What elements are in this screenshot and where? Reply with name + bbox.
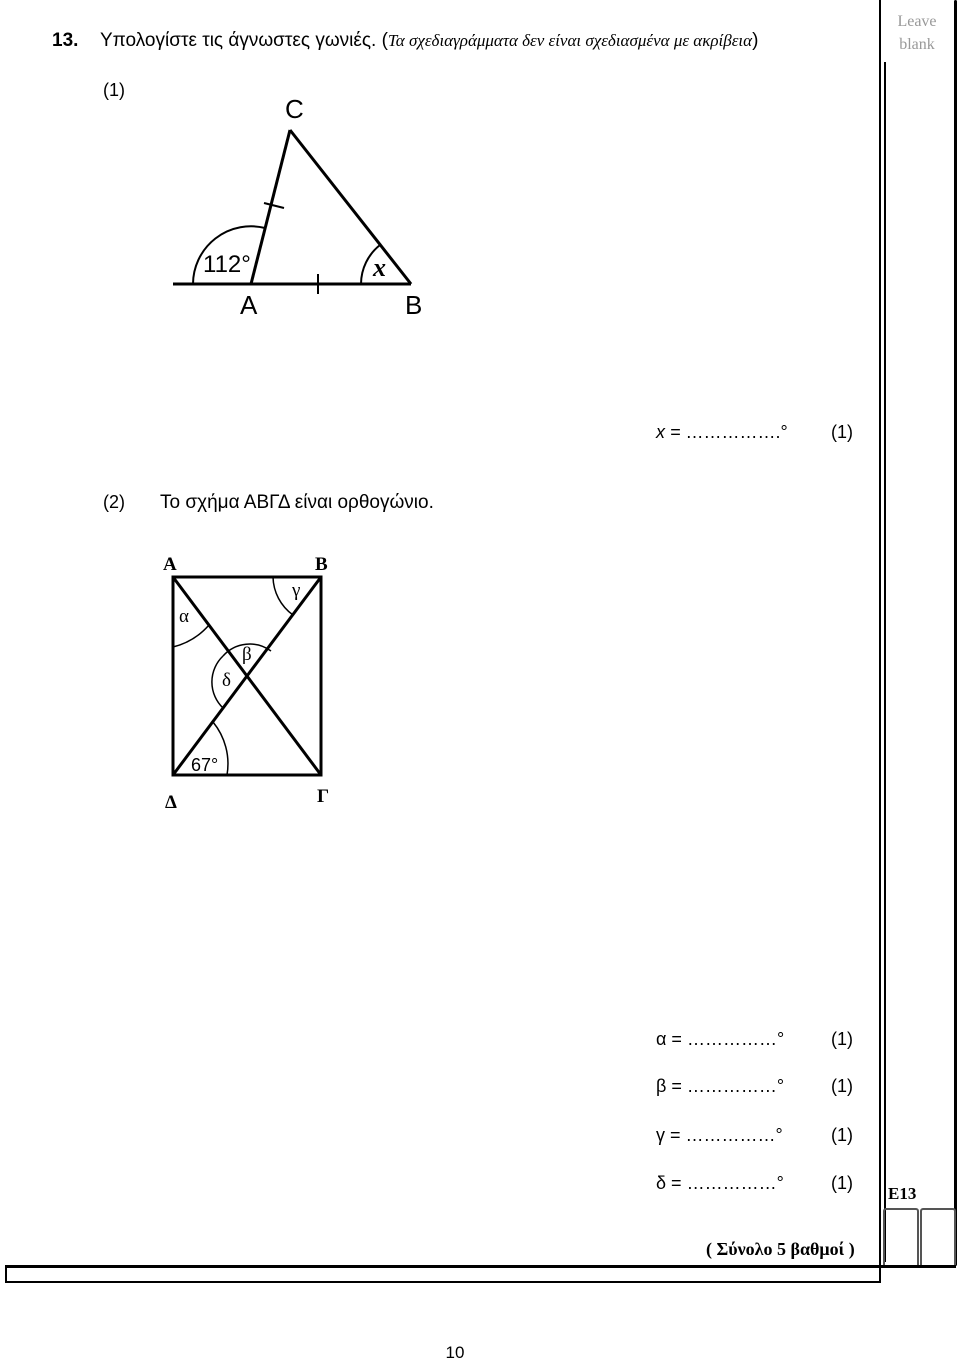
answer-x-degree: ° <box>780 422 788 442</box>
question-instruction: Υπολογίστε τις άγνωστες γωνιές. <box>100 30 377 51</box>
answer-alpha-var: α = <box>656 1029 682 1049</box>
triangle-diagram <box>165 88 445 328</box>
angle-gamma-label: γ <box>292 580 301 601</box>
vertex-D-rect: Δ <box>165 792 177 813</box>
side-CB <box>290 130 411 284</box>
vertex-A-rect: Α <box>163 554 177 575</box>
answer-alpha-degree: ° <box>776 1029 785 1049</box>
angle-112-label: 112° <box>203 251 251 278</box>
left-rule-corner <box>5 1265 7 1283</box>
angle-beta-label: β <box>242 644 252 665</box>
question-number: 13. <box>52 30 79 51</box>
margin-line-right <box>884 62 886 1262</box>
answer-gamma-var: γ = <box>656 1125 681 1145</box>
answer-x <box>656 422 788 443</box>
tick-AC <box>264 203 284 208</box>
angle-alpha-label: α <box>179 606 189 627</box>
total-marks: ( Σύνολο 5 βαθμοί ) <box>706 1239 855 1259</box>
vertex-C: C <box>285 94 304 124</box>
question-note: Τα σχεδιαγράμματα δεν είναι σχεδιασμένα με ακρίβεια <box>387 31 753 50</box>
answer-alpha <box>656 1029 784 1050</box>
side-AC <box>251 130 290 284</box>
vertex-A: A <box>240 290 258 320</box>
answer-gamma-mark: (1) <box>831 1125 853 1145</box>
part2-label: (2) <box>103 492 125 512</box>
answer-gamma-degree: ° <box>775 1125 783 1145</box>
question-text <box>100 30 758 52</box>
answer-delta <box>656 1173 784 1194</box>
score-box-right[interactable] <box>920 1208 956 1268</box>
answer-beta-mark: (1) <box>831 1076 853 1096</box>
question-note-open: ( <box>381 30 388 51</box>
question-note-close: ) <box>752 30 759 51</box>
answer-delta-blank[interactable]: …………… <box>686 1173 777 1193</box>
answer-gamma <box>656 1125 783 1146</box>
rectangle-diagram <box>155 550 340 815</box>
answer-beta-blank[interactable]: …………… <box>686 1076 777 1096</box>
vertex-B: B <box>405 290 423 320</box>
angle-67-label: 67° <box>191 755 219 775</box>
answer-beta <box>656 1076 784 1097</box>
margin-line-outer <box>954 0 957 1266</box>
answer-x-var: x = <box>656 422 681 442</box>
part2-text: Το σχήμα ΑΒΓΔ είναι ορθογώνιο. <box>160 492 434 513</box>
vertex-B-rect: Β <box>315 554 328 575</box>
angle-delta-label: δ <box>222 670 231 691</box>
arc-gamma <box>273 577 293 615</box>
answer-gamma-blank[interactable]: …………… <box>685 1125 776 1145</box>
answer-alpha-blank[interactable]: …………… <box>686 1029 777 1049</box>
page-number: 10 <box>445 1343 465 1362</box>
answer-beta-var: β = <box>656 1076 682 1096</box>
answer-x-mark: (1) <box>831 422 853 442</box>
leave-blank-label: Leave blank <box>897 13 937 53</box>
answer-delta-degree: ° <box>776 1173 784 1193</box>
answer-x-blank[interactable]: ……………. <box>685 422 781 442</box>
score-box-left[interactable] <box>883 1208 919 1268</box>
angle-x-label: x <box>373 253 386 282</box>
bottom-rule-thick <box>6 1265 956 1268</box>
answer-alpha-mark: (1) <box>831 1029 853 1049</box>
question-code: E13 <box>888 1184 917 1203</box>
answer-beta-degree: ° <box>776 1076 785 1096</box>
answer-delta-mark: (1) <box>831 1173 853 1193</box>
vertex-G-rect: Γ <box>317 786 330 807</box>
part1-label: (1) <box>103 80 125 100</box>
bottom-rule-thin <box>6 1281 881 1283</box>
margin-line-left <box>879 0 881 1283</box>
arc-alpha <box>173 625 209 647</box>
answer-delta-var: δ = <box>656 1173 682 1193</box>
